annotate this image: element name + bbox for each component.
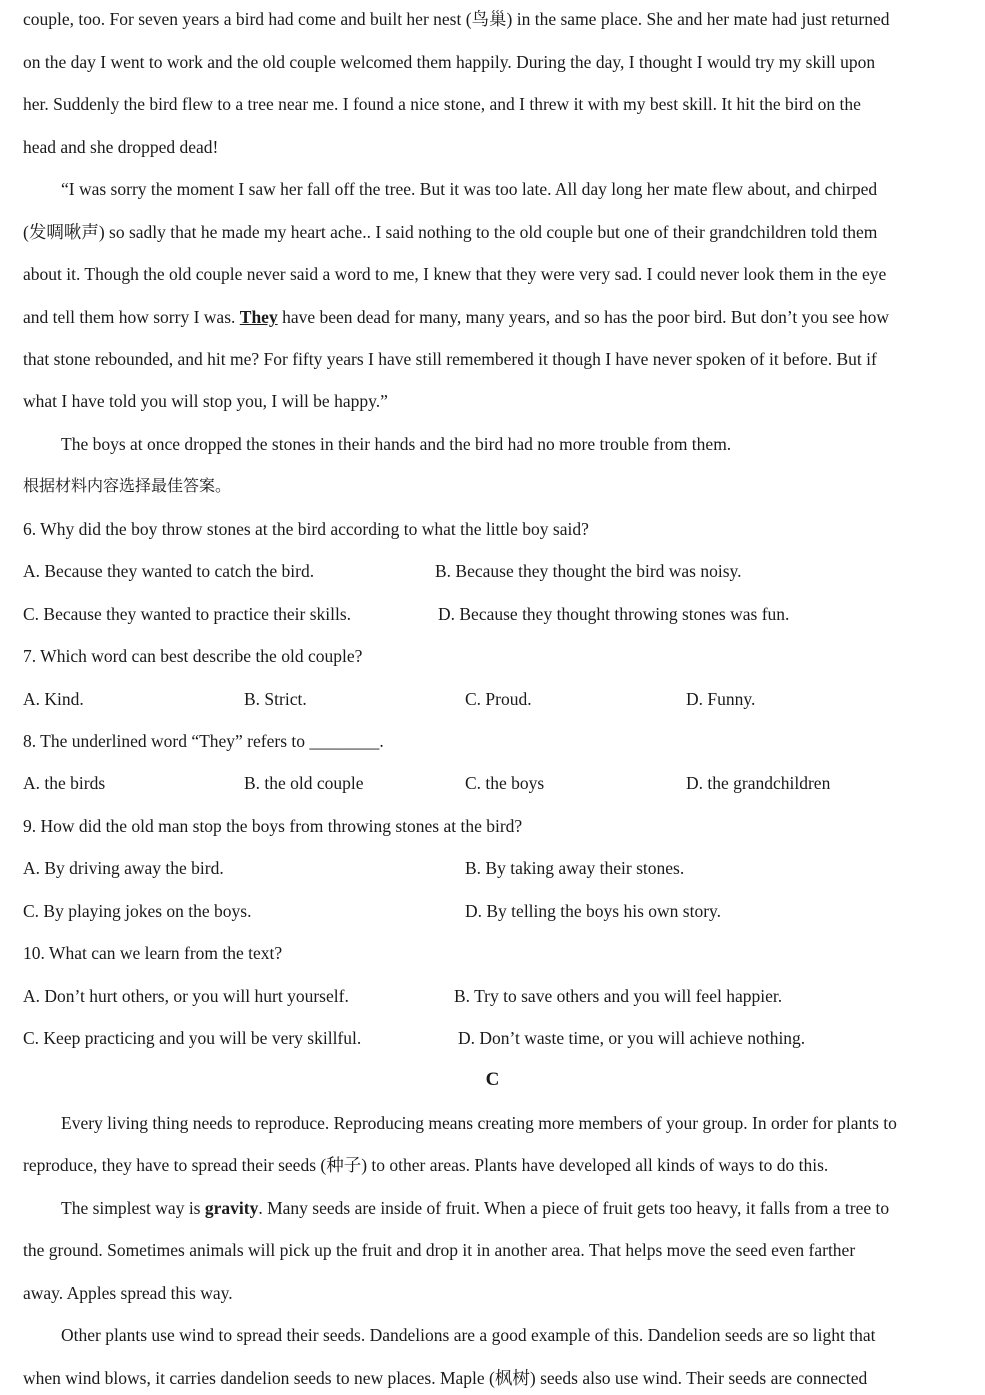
passage-line: The boys at once dropped the stones in their hands and the bird had no more trouble from them. — [61, 434, 732, 454]
passage-line: “I was sorry the moment I saw her fall off the tree. But it was too late. All day long her mate flew about, and chirped — [61, 179, 878, 199]
question-stem: 8. The underlined word “They” refers to ________. — [23, 731, 384, 751]
passage-line: her. Suddenly the bird flew to a tree near me. I found a nice stone, and I threw it with my best skill. It hit the bird on the — [23, 94, 861, 114]
instruction: 根据材料内容选择最佳答案。 — [23, 476, 232, 495]
passage-line: reproduce, they have to spread their seeds (种子) to other areas. Plants have developed all kinds of ways to do this. — [23, 1155, 829, 1175]
passage-line: Other plants use wind to spread their seeds. Dandelions are a good example of this. Dandelion seeds are so light that — [61, 1325, 876, 1345]
question-option: D. Funny. — [686, 689, 756, 709]
passage-line: (发啁啾声) so sadly that he made my heart ache.. I said nothing to the old couple but one of their grandchildren told them — [23, 222, 878, 242]
text-run: and tell them how sorry I was. — [23, 307, 240, 327]
question-stem: 9. How did the old man stop the boys from throwing stones at the bird? — [23, 816, 523, 836]
passage-line: Every living thing needs to reproduce. Reproducing means creating more members of your group. In order for plants to — [61, 1113, 897, 1133]
text-run: have been dead for many, many years, and so has the poor bird. But don’t you see how — [277, 307, 890, 327]
passage-line: head and she dropped dead! — [23, 137, 219, 157]
passage-line: on the day I went to work and the old couple welcomed them happily. During the day, I thought I would try my skill upon — [23, 52, 876, 72]
question-option: C. Proud. — [465, 689, 532, 709]
question-option: B. Try to save others and you will feel happier. — [454, 986, 783, 1006]
underlined-word: They — [239, 307, 278, 327]
question-option: D. Don’t waste time, or you will achieve nothing. — [458, 1028, 806, 1048]
question-option: A. By driving away the bird. — [23, 858, 224, 878]
question-option: C. the boys — [465, 773, 545, 793]
passage-line: when wind blows, it carries dandelion seeds to new places. Maple (枫树) seeds also use wind. Their seeds are connected — [23, 1368, 868, 1388]
question-option: B. By taking away their stones. — [465, 858, 685, 878]
question-stem: 10. What can we learn from the text? — [23, 943, 283, 963]
question-option: A. Kind. — [23, 689, 84, 709]
question-option: B. Because they thought the bird was noisy. — [435, 561, 742, 581]
question-option: B. Strict. — [244, 689, 307, 709]
passage-line — [23, 305, 971, 329]
question-option: A. Don’t hurt others, or you will hurt yourself. — [23, 986, 349, 1006]
question-option: A. Because they wanted to catch the bird. — [23, 561, 315, 581]
question-option: D. By telling the boys his own story. — [465, 901, 722, 921]
question-option: C. Keep practicing and you will be very skillful. — [23, 1028, 362, 1048]
question-option: D. Because they thought throwing stones was fun. — [438, 604, 790, 624]
question-stem: 6. Why did the boy throw stones at the bird according to what the little boy said? — [23, 519, 589, 539]
passage-line: couple, too. For seven years a bird had come and built her nest (鸟巢) in the same place. She and her mate had just returned — [23, 9, 890, 29]
question-option: C. By playing jokes on the boys. — [23, 901, 252, 921]
passage-line: that stone rebounded, and hit me? For fifty years I have still remembered it though I have never spoken of it before. But if — [23, 349, 877, 369]
text-run: . Many seeds are inside of fruit. When a piece of fruit gets too heavy, it falls from a tree to — [258, 1198, 890, 1218]
text-run: The simplest way is — [61, 1198, 205, 1218]
question-option: D. the grandchildren — [686, 773, 831, 793]
passage-line: away. Apples spread this way. — [23, 1283, 233, 1303]
bold-word: gravity — [204, 1198, 259, 1218]
passage-line: what I have told you will stop you, I will be happy.” — [23, 391, 388, 411]
question-option: C. Because they wanted to practice their skills. — [23, 604, 352, 624]
question-option: B. the old couple — [244, 773, 364, 793]
passage-line: about it. Though the old couple never said a word to me, I knew that they were very sad. I could never look them in the eye — [23, 264, 887, 284]
question-stem: 7. Which word can best describe the old couple? — [23, 646, 363, 666]
question-option: A. the birds — [23, 773, 106, 793]
passage-line — [61, 1196, 971, 1220]
section-heading: C — [485, 1069, 500, 1090]
passage-line: the ground. Sometimes animals will pick up the fruit and drop it in another area. That helps move the seed even farther — [23, 1240, 856, 1260]
